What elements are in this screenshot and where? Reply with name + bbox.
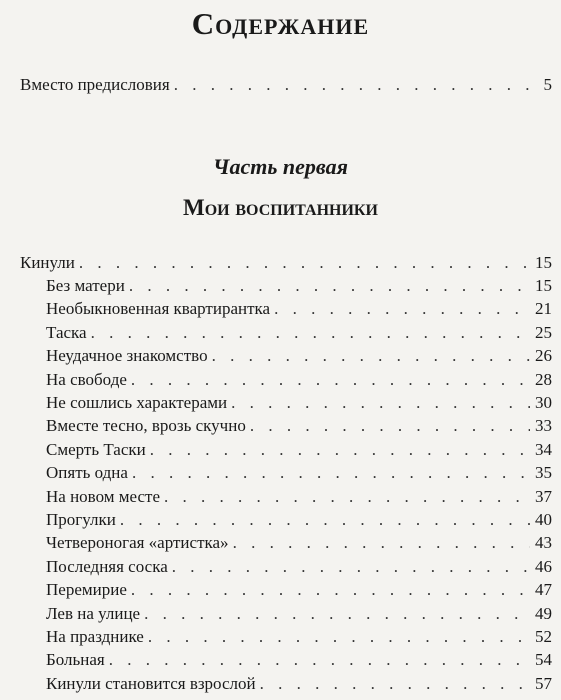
leader-dots <box>91 322 530 344</box>
toc-entry-label: Вместо предисловия <box>20 75 170 94</box>
toc-entry-label: Смерть Таски <box>46 439 146 459</box>
toc-entry-page: 5 <box>543 75 552 94</box>
toc-entry-page: 54 <box>535 650 552 670</box>
page-title: Содержание <box>191 6 370 41</box>
toc-entry <box>46 392 552 414</box>
toc-entry-page: 15 <box>535 253 552 272</box>
toc-entry-label: Лев на улице <box>46 603 141 623</box>
toc-entry-label: Вместе тесно, врозь скучно <box>46 416 246 436</box>
toc-entry-label: На празднике <box>46 627 144 646</box>
toc-entry-page: 47 <box>535 580 552 600</box>
toc-entry-page: 21 <box>535 299 552 319</box>
toc-entry-label: Не сошлись характерами <box>46 393 228 412</box>
leader-dots <box>132 462 530 484</box>
toc-entry-label: На новом месте <box>46 486 161 506</box>
toc-entry-label: Перемирие <box>46 580 127 600</box>
toc-entry-page: 34 <box>535 439 552 459</box>
toc-entry-label: Таска <box>46 322 87 342</box>
toc-entry-page: 46 <box>535 556 552 576</box>
leader-dots <box>109 649 530 671</box>
toc-entry-label: Неудачное знакомство <box>46 346 208 366</box>
toc-entry-page: 26 <box>535 346 552 366</box>
toc-entry-label: Опять одна <box>46 463 128 483</box>
toc-entry <box>46 298 552 320</box>
toc-entry-label: Кинули <box>20 253 75 272</box>
toc-entry-page: 28 <box>535 369 552 389</box>
leader-dots <box>250 415 530 437</box>
toc-entry-page: 25 <box>535 322 552 342</box>
leader-dots <box>131 369 530 391</box>
toc-entry-page: 49 <box>535 603 552 623</box>
toc-entry <box>46 322 552 344</box>
toc-entry <box>46 462 552 484</box>
toc-entry-page: 52 <box>535 627 552 646</box>
toc-entry <box>46 579 552 601</box>
toc-entry-page: 57 <box>535 673 552 693</box>
leader-dots <box>164 486 530 508</box>
toc-entry-page: 40 <box>535 510 552 529</box>
leader-dots <box>172 556 530 578</box>
leader-dots <box>79 252 530 274</box>
toc-entry <box>46 603 552 625</box>
toc-chapter <box>20 252 552 274</box>
toc-entry-label: Больная <box>46 650 105 670</box>
leader-dots <box>274 298 530 320</box>
leader-dots <box>148 626 530 648</box>
leader-dots <box>120 509 530 531</box>
part-title: Часть первая <box>213 154 348 179</box>
leader-dots <box>233 532 530 554</box>
leader-dots <box>129 275 530 297</box>
leader-dots <box>212 345 530 367</box>
toc-entry-page: 30 <box>535 393 552 412</box>
toc-entry <box>46 486 552 508</box>
toc-entry <box>46 275 552 297</box>
toc-entry <box>46 415 552 437</box>
part-subtitle: Мои воспитанники <box>183 195 378 220</box>
toc-entry-page: 15 <box>535 276 552 295</box>
toc-entry-page: 37 <box>535 486 552 506</box>
toc-entry <box>46 369 552 391</box>
toc-entry-label: Четвероногая «артистка» <box>46 533 229 553</box>
toc-entry-label: Прогулки <box>46 510 116 529</box>
toc-entry-page: 35 <box>535 463 552 483</box>
toc-entry-page: 33 <box>535 416 552 436</box>
toc-entry <box>46 532 552 554</box>
toc-entry <box>46 673 552 695</box>
toc-entry-label: Кинули становится взрослой <box>46 673 256 693</box>
toc-entry-page: 43 <box>535 533 552 553</box>
leader-dots <box>150 439 530 461</box>
toc-entry-label: Без матери <box>46 276 125 295</box>
toc-entry <box>46 345 552 367</box>
toc-entry <box>46 509 552 531</box>
leader-dots <box>144 603 530 625</box>
leader-dots <box>174 74 530 96</box>
leader-dots <box>231 392 530 414</box>
toc-entry-label: Последняя соска <box>46 556 168 576</box>
toc-entry-label: На свободе <box>46 369 127 389</box>
leader-dots <box>131 579 530 601</box>
toc-entry <box>46 649 552 671</box>
leader-dots <box>260 673 530 695</box>
toc-entry <box>46 556 552 578</box>
toc-entry-preface <box>20 74 552 96</box>
toc-entry-label: Необыкновенная квартирантка <box>46 299 271 319</box>
toc-entry <box>46 439 552 461</box>
toc-entry <box>46 626 552 648</box>
